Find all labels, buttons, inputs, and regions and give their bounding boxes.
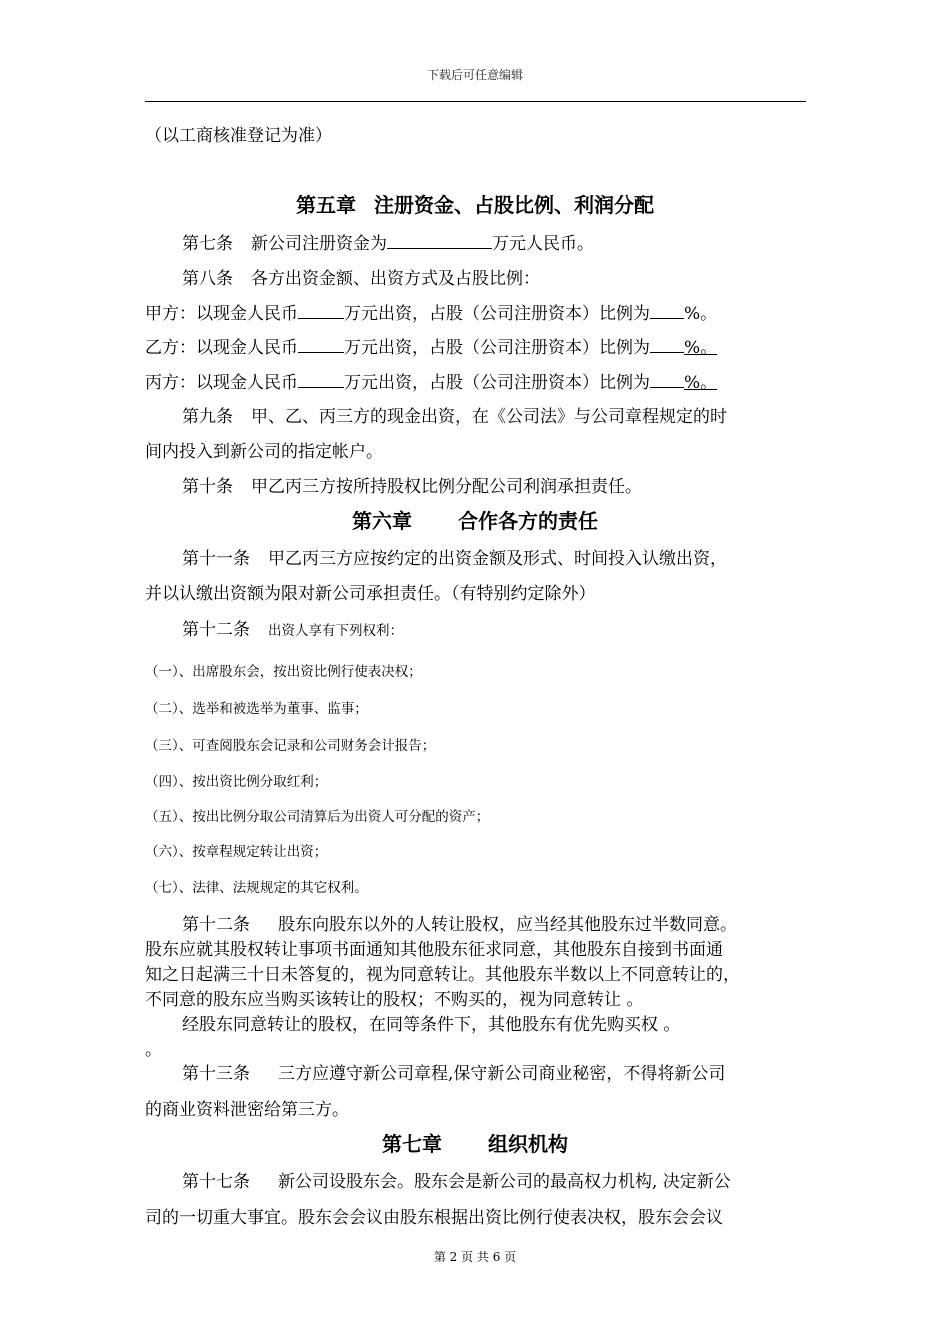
article-text: 万元人民币。 — [492, 234, 594, 254]
article-12-transfer-cont: 股东应就其股权转让事项书面通知其他股东征求同意，其他股东自接到书面通 — [145, 940, 723, 960]
party-b-line — [145, 333, 717, 358]
party-c-line — [145, 368, 717, 393]
blank-field — [650, 302, 684, 319]
chapter-5-heading — [0, 189, 950, 218]
article-8 — [182, 264, 540, 289]
chapter-title: 组织机构 — [488, 1132, 568, 1156]
article-12-transfer-cont: 经股东同意转让的股权，在同等条件下，其他股东有优先购买权 。 — [182, 1015, 681, 1035]
party-text: %。 — [684, 373, 718, 393]
chapter-number: 第七章 — [382, 1132, 442, 1156]
blank-field — [387, 232, 492, 249]
article-text: 甲、乙、丙三方的现金出资，在《公司法》与公司章程规定的时 — [251, 407, 727, 427]
article-13-cont: 的商业资料泄密给第三方。 — [145, 1100, 349, 1120]
stray-mark: 。 — [145, 1040, 162, 1060]
party-text: %。 — [684, 304, 718, 324]
article-label: 第十二条 — [182, 915, 250, 935]
rights-item: （二）、选举和被选举为董事、监事； — [145, 701, 368, 717]
article-11-cont: 并以认缴出资额为限对新公司承担责任。（有特别约定除外） — [145, 584, 596, 604]
party-text: 万元出资，占股（公司注册资本）比例为 — [344, 338, 650, 358]
party-text: %。 — [684, 338, 718, 358]
article-12-transfer — [182, 910, 737, 935]
party-text: 万元出资，占股（公司注册资本）比例为 — [344, 373, 650, 393]
rights-item: （七）、法律、法规规定的其它权利。 — [145, 880, 368, 896]
article-label: 第十三条 — [182, 1064, 250, 1084]
registration-note: （以工商核准登记为准） — [145, 126, 332, 146]
party-text: 万元出资，占股（公司注册资本）比例为 — [344, 304, 650, 324]
article-label: 第十七条 — [182, 1172, 250, 1192]
article-11 — [182, 544, 727, 569]
rights-item: （六）、按章程规定转让出资； — [145, 844, 328, 860]
article-text: 甲乙丙三方应按约定的出资金额及形式、时间投入认缴出资， — [268, 549, 727, 569]
article-7 — [182, 229, 594, 254]
page-footer: 第 2 页 共 6 页 — [433, 1250, 517, 1264]
chapter-7-heading — [0, 1128, 950, 1157]
article-text: 各方出资金额、出资方式及占股比例： — [251, 269, 540, 289]
article-12-transfer-cont: 知之日起满三十日未答复的，视为同意转让。其他股东半数以上不同意转让的， — [145, 965, 740, 985]
article-13 — [182, 1059, 725, 1084]
party-text: 乙方：以现金人民币 — [145, 338, 298, 358]
article-label: 第八条 — [182, 269, 233, 289]
article-17 — [182, 1167, 731, 1192]
blank-field — [298, 336, 344, 353]
article-10 — [182, 472, 642, 497]
chapter-title: 合作各方的责任 — [458, 509, 598, 533]
chapter-number: 第五章 — [296, 193, 356, 217]
article-text: 股东向股东以外的人转让股权，应当经其他股东过半数同意。 — [278, 915, 737, 935]
party-a-line — [145, 299, 717, 324]
article-9 — [182, 402, 727, 427]
blank-field — [650, 336, 684, 353]
article-label: 第七条 — [182, 234, 233, 254]
article-12-transfer-cont: 不同意的股东应当购买该转让的股权；不购买的，视为同意转让 。 — [145, 990, 644, 1010]
article-text: 出资人享有下列权利： — [268, 623, 403, 639]
article-label: 第十二条 — [182, 620, 250, 640]
article-9-cont: 间内投入到新公司的指定帐户。 — [145, 442, 383, 462]
chapter-6-heading — [0, 505, 950, 534]
header-rule — [145, 101, 806, 102]
chapter-title: 注册资金、占股比例、利润分配 — [374, 193, 654, 217]
article-text: 甲乙丙三方按所持股权比例分配公司利润承担责任。 — [251, 477, 642, 497]
rights-item: （三）、可查阅股东会记录和公司财务会计报告； — [145, 738, 436, 754]
party-text: 甲方：以现金人民币 — [145, 304, 298, 324]
blank-field — [650, 371, 684, 388]
article-label: 第十一条 — [182, 549, 250, 569]
rights-item: （四）、按出资比例分取红利； — [145, 774, 328, 790]
article-text: 新公司设股东会。股东会是新公司的最高权力机构, 决定新公 — [278, 1172, 731, 1192]
article-12-rights — [182, 615, 403, 640]
rights-item: （五）、按出比例分取公司清算后为出资人可分配的资产； — [145, 809, 490, 825]
party-text: 丙方：以现金人民币 — [145, 373, 298, 393]
rights-item: （一）、出席股东会，按出资比例行使表决权； — [145, 664, 422, 680]
article-label: 第九条 — [182, 407, 233, 427]
blank-field — [298, 302, 344, 319]
blank-field — [298, 371, 344, 388]
chapter-number: 第六章 — [352, 509, 412, 533]
article-text: 新公司注册资金为 — [251, 234, 387, 254]
article-text: 三方应遵守新公司章程,保守新公司商业秘密，不得将新公司 — [278, 1064, 726, 1084]
article-label: 第十条 — [182, 477, 233, 497]
article-17-cont: 司的一切重大事宜。股东会会议由股东根据出资比例行使表决权，股东会会议 — [145, 1208, 723, 1228]
page-header: 下载后可任意编辑 — [426, 68, 523, 82]
